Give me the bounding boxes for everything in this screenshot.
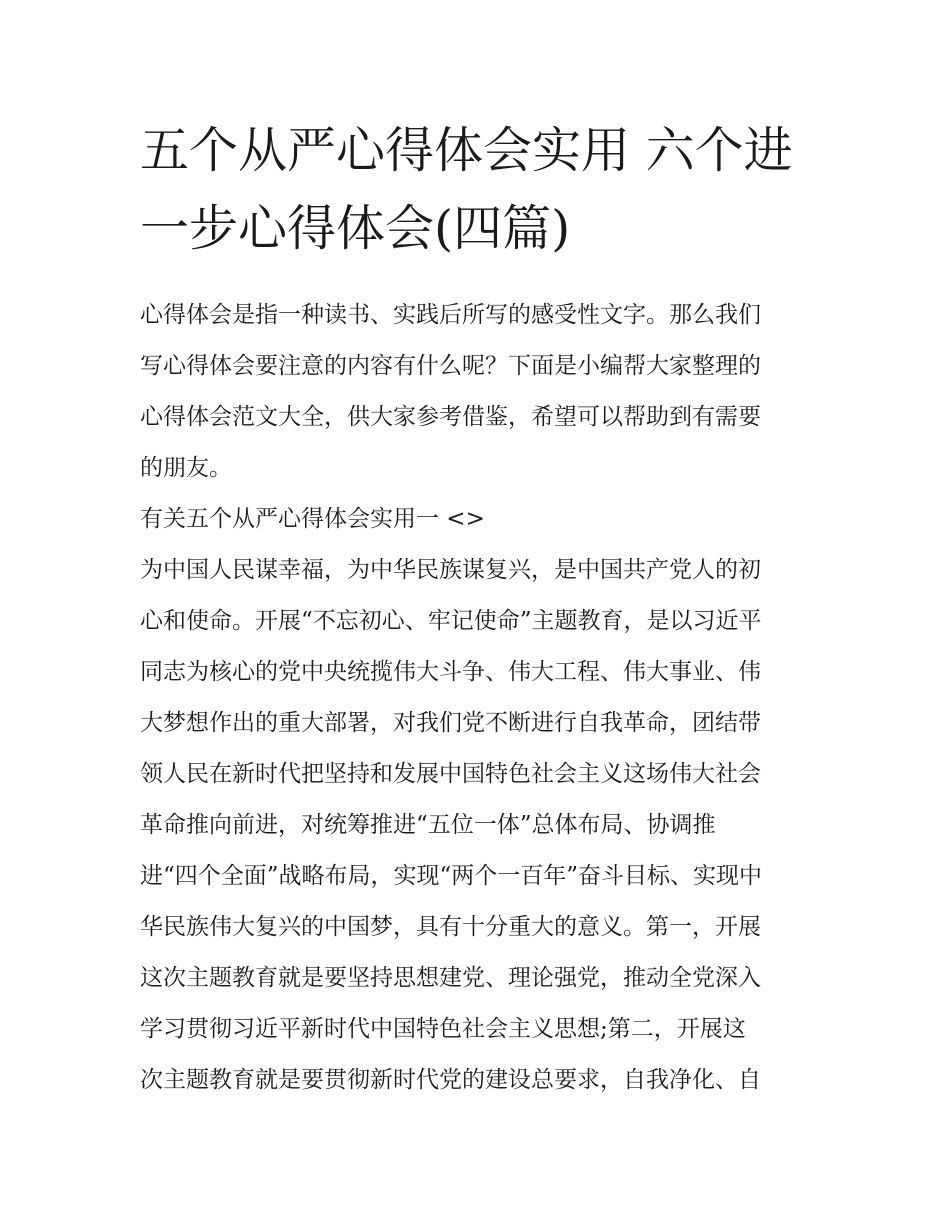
body-paragraph bbox=[140, 545, 812, 1106]
text-line: 大梦想作出的重大部署，对我们党不断进行自我革命，团结带 bbox=[140, 710, 761, 736]
text-line: 心和使命。开展“不忘初心、牢记使命”主题教育，是以习近平 bbox=[140, 608, 762, 634]
document-page bbox=[140, 112, 812, 1106]
text-line: 次主题教育就是要贯彻新时代党的建设总要求，自我净化、自 bbox=[140, 1067, 761, 1093]
text-line: 的朋友。 bbox=[140, 455, 232, 481]
text-line: 为中国人民谋幸福，为中华民族谋复兴，是中国共产党人的初 bbox=[140, 557, 761, 583]
text-line: 这次主题教育就是要坚持思想建党、理论强党，推动全党深入 bbox=[140, 965, 761, 991]
text-line: 学习贯彻习近平新时代中国特色社会主义思想;第二，开展这 bbox=[140, 1016, 746, 1042]
text-line: 心得体会范文大全，供大家参考借鉴，希望可以帮助到有需要 bbox=[140, 404, 761, 430]
text-line: 同志为核心的党中央统揽伟大斗争、伟大工程、伟大事业、伟 bbox=[140, 659, 761, 685]
text-line: 写心得体会要注意的内容有什么呢？下面是小编帮大家整理的 bbox=[140, 353, 761, 379]
title-line: 五个从严心得体会实用 六个进 bbox=[140, 122, 793, 179]
section-heading-text: 有关五个从严心得体会实用一 <> bbox=[140, 506, 485, 532]
section-heading bbox=[140, 494, 812, 545]
title-line: 一步心得体会(四篇) bbox=[140, 200, 571, 257]
text-line: 领人民在新时代把坚持和发展中国特色社会主义这场伟大社会 bbox=[140, 761, 761, 787]
text-line: 革命推向前进，对统筹推进“五位一体”总体布局、协调推 bbox=[140, 812, 716, 838]
text-line: 华民族伟大复兴的中国梦，具有十分重大的意义。第一，开展 bbox=[140, 914, 761, 940]
text-line: 心得体会是指一种读书、实践后所写的感受性文字。那么我们 bbox=[140, 302, 761, 328]
intro-paragraph bbox=[140, 290, 812, 494]
document-title bbox=[140, 112, 812, 268]
text-line: 进“四个全面”战略布局，实现“两个一百年”奋斗目标、实现中 bbox=[140, 863, 763, 889]
